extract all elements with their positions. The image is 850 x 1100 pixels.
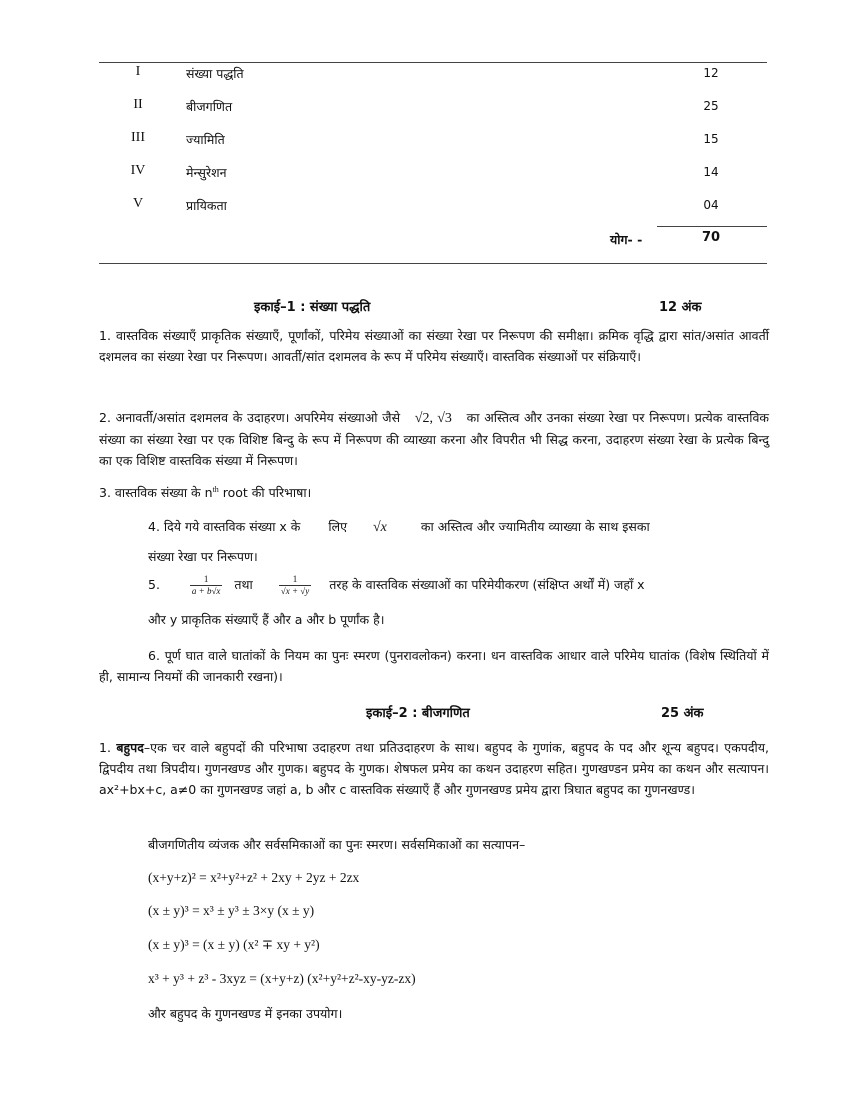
row-subject: संख्या पद्धति [186,66,244,81]
p5-num: 5. [148,577,160,592]
row-number: II [133,97,143,112]
fraction-2-den: √x + √y [280,586,310,596]
unit1-paragraph-1: 1. वास्तविक संख्याएँ प्राकृतिक संख्याएँ, पूर्णांकों, परिमेय संख्याओं का संख्या रेखा पर निरूपण की समीक्षा। क्रमिक वृद्धि द्वारा सांत/असांत आवर्ती दशमलव का संख्या रेखा पर निरूपण। आवर्ती/सांत दशमलव के रूप में परिमेय संख्याएँ। वास्तविक संख्याओं पर संक्रियाएँ। [99,328,769,364]
p5-and: तथा [234,577,253,592]
fraction-1-num: 1 [203,574,209,584]
sqrt-2-3-math: √2, √3 [414,411,452,426]
unit1-marks: 12 अंक [659,300,702,315]
p4-b: लिए [328,519,348,534]
fraction-2 [279,574,311,597]
p3-sup: th [212,484,219,494]
unit1-paragraph-2 [99,407,769,471]
table-top-rule [99,62,767,63]
total-label: योग- - [610,232,643,247]
p4-c: का अस्तित्व और ज्यामितीय व्याख्या के साथ इसका [420,519,650,534]
row-number: III [131,130,145,145]
row-number: I [135,64,141,79]
p1-num: 1. [99,740,111,755]
unit2-title: इकाई–2 : बीजगणित [366,706,470,721]
unit2-recall: बीजगणितीय व्यंजक और सर्वसमिकाओं का पुनः स्मरण। सर्वसमिकाओं का सत्यापन– [148,837,526,852]
row-marks: 14 [703,165,719,179]
table-bottom-rule [99,263,767,264]
row-marks: 25 [703,99,719,113]
row-subject: प्रायिकता [186,198,227,213]
p1-text: –एक चर वाले बहुपदों की परिभाषा उदाहरण तथा प्रतिउदाहरण के साथ। बहुपद के गुणांक, बहुपद के पद और शून्य बहुपद। एकपदीय, द्विपदीय तथा त्रिपदीय। गुणनखण्ड और गुणक। बहुपद के गुणक। शेषफल प्रमेय का कथन उदाहरण सहित। गुणखण्डन प्रमेय का कथन और सत्यापन। ax²+bx+c, a≠0 का गुणनखण्ड जहां a, b और c वास्तविक संख्याएँ हैं और गुणनखण्ड प्रमेय द्वारा त्रिघात बहुपद का गुणनखण्ड। [99,740,769,797]
p3-pre: 3. वास्तविक संख्या के n [99,485,213,500]
unit1-paragraph-6: 6. पूर्ण घात वाले घातांकों के नियम का पुनः स्मरण (पुनरावलोकन) करना। धन वास्तविक आधार वाले परिमेय घातांक (विशेष स्थितियों में ही, सामान्य नियमों की जानकारी रखना)। [99,648,769,684]
p2-post: का अस्तित्व और उनका संख्या रेखा पर निरूपण। प्रत्येक वास्तविक संख्या का संख्या रेखा पर एक विशिष्ट बिन्दु के रूप में निरूपण की व्याख्या करना और विपरीत भी सिद्ध करना, उदाहरण संख्या रेखा के प्रत्येक बिन्दु का एक विशिष्ट वास्तविक संख्या में निरूपण। [99,410,769,468]
unit1-paragraph-5 [148,569,645,601]
p3-post: root की परिभाषा। [218,485,312,500]
fraction-1-den: a + b√x [191,586,221,596]
unit1-paragraph-4-line2: संख्या रेखा पर निरूपण। [148,549,258,564]
row-marks: 15 [703,132,719,146]
identity-1: (x+y+z)² = x²+y²+z² + 2xy + 2yz + 2zx [148,870,360,885]
row-marks: 04 [703,198,719,212]
row-marks: 12 [703,66,719,80]
total-rule [657,226,767,227]
p5-rest: तरह के वास्तविक संख्याओं का परिमेयीकरण (संक्षिप्त अर्थों में) जहाँ x [329,577,645,592]
identity-3: (x ± y)³ = (x ± y) (x² ∓ xy + y²) [148,937,320,952]
unit1-paragraph-3 [99,484,311,501]
identity-2: (x ± y)³ = x³ ± y³ ± 3×y (x ± y) [148,903,315,918]
identity-4: x³ + y³ + z³ - 3xyz = (x+y+z) (x²+y²+z²-xy-yz-zx) [148,971,416,986]
unit2-paragraph-1 [99,737,769,800]
row-subject: बीजगणित [186,99,233,114]
row-number: V [132,196,144,211]
row-number: IV [130,163,146,178]
p4-a: 4. दिये गये वास्तविक संख्या x के [148,519,301,534]
unit1-title: इकाई–1 : संख्या पद्धति [254,300,371,315]
p2-pre: 2. अनावर्ती/असांत दशमलव के उदाहरण। अपरिमेय संख्याओ जैसे [99,410,401,425]
unit1-paragraph-5-line2: और y प्राकृतिक संख्याएँ हैं और a और b पूर्णांक है। [148,612,385,627]
unit2-marks: 25 अंक [661,706,704,721]
row-subject: ज्यामिति [186,132,225,147]
row-subject: मेन्सुरेशन [186,165,227,180]
unit1-paragraph-4 [148,518,650,536]
fraction-1 [190,574,223,597]
p1-bold-term: बहुपद [116,740,144,755]
fraction-2-num: 1 [292,574,298,584]
unit2-closing: और बहुपद के गुणनखण्ड में इनका उपयोग। [148,1006,343,1021]
sqrt-x-math: √x [373,520,387,535]
total-value: 70 [701,230,721,245]
